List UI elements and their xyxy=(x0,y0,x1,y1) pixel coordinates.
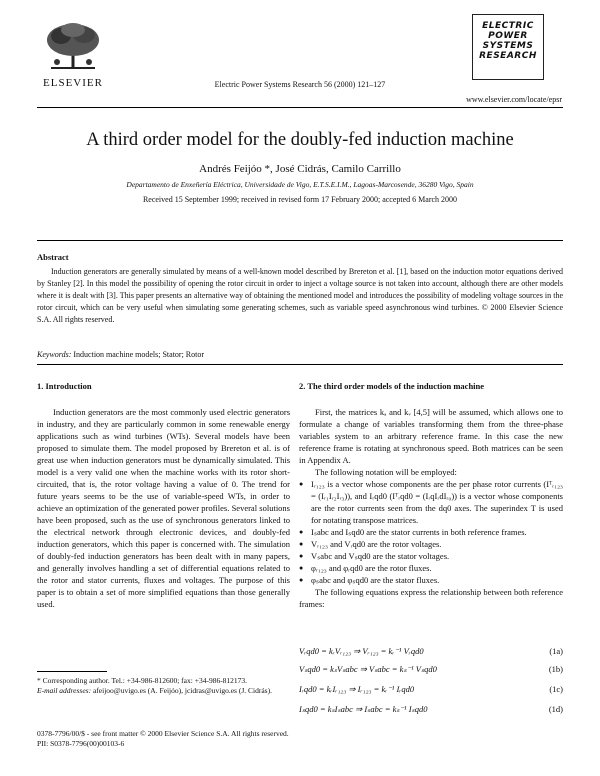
article-received-dates: Received 15 September 1999; received in revised form 17 February 2000; accepted 6 March 2000 xyxy=(142,195,458,204)
email-addresses[interactable]: afeijoo@uvigo.es (A. Feijóo), jcidras@uvigo.es (J. Cidrás). xyxy=(92,686,272,695)
elsevier-logo xyxy=(37,20,109,89)
relation-intro: The following equations express the relationship between both reference frames: xyxy=(299,587,563,609)
corresponding-author: * Corresponding author. Tel.: +34-986-812600; fax: +34-986-812173. xyxy=(37,676,248,685)
keywords-label: Keywords: xyxy=(37,350,72,359)
equation-1c xyxy=(299,684,563,696)
keywords xyxy=(37,350,204,359)
journal-website-link[interactable]: www.elsevier.com/locate/epsr xyxy=(466,95,562,104)
section-heading: 1. Introduction xyxy=(37,381,92,391)
elsevier-tree-icon xyxy=(37,20,109,70)
list-item: ● Vᵣ₁₂₃ and Vᵣqd0 are the rotor voltages. xyxy=(299,538,563,550)
email-label: E-mail addresses: xyxy=(37,686,92,695)
abstract-top-rule xyxy=(37,240,563,241)
equation-number: (1a) xyxy=(549,646,563,656)
list-item: ● Iₛabc and Iₛqd0 are the stator currents in both reference frames. xyxy=(299,526,563,538)
notation-intro: The following notation will be employed: xyxy=(315,467,457,477)
equation-1a xyxy=(299,646,563,658)
introduction-section xyxy=(37,380,290,610)
article-affiliation: Departamento de Enxeñería Eléctrica, Universidade de Vigo, E.T.S.E.I.M., Lagoas-Marcosende, 36280 Vigo, Spain xyxy=(126,180,474,189)
footnote xyxy=(37,676,290,696)
bottom-info xyxy=(37,729,289,749)
footnote-rule xyxy=(37,671,107,672)
list-item: ● Vₛabc and Vₛqd0 are the stator voltages. xyxy=(299,550,563,562)
journal-logo-line: ELECTRIC xyxy=(482,21,534,31)
equation-expression: Iᵣqd0 = kᵣIᵣ₁₂₃ ⇒ Iᵣ₁₂₃ = kᵣ⁻¹ Iᵣqd0 xyxy=(299,684,415,694)
abstract-text: Induction generators are generally simulated by means of a well-known model described by Brereton et al. [1], based on the induction motor equations derived by Stanley [2]. In this model the possibility of opening the rotor circuit in order to inject a voltage source is not taken into account, although there are other models where it is dealt with [3]. This paper presents an alternative way of obtaining the mentioned model and introduces the possibility of modeling voltage sources in the rotor circuit, which can be very useful when simulating some generating schemes, such as variable speed asynchronous wind turbines. © 2000 Elsevier Science S.A. All rights reserved. xyxy=(37,267,563,324)
list-item: ● φᵣ₁₂₃ and φᵣqd0 are the rotor fluxes. xyxy=(299,562,563,574)
list-item: ● Iᵣ₁₂₃ is a vector whose components are the per phase rotor currents (Iᵀᵣ₁₂₃ = (Iᵣ₁Iᵣ₂Iᵣ₃)), and Iᵣqd0 (Iᵀᵣqd0 = (IᵣqIᵣdIᵣ₀)) is a vector whose components are the rotor currents seen from the dq0 axes. The superindex T is used for notating transpose matrices. xyxy=(299,478,563,526)
equation-1b xyxy=(299,664,563,676)
introduction-paragraph: Induction generators are the most commonly used electric generators in industry, and they are particularly common in some renewable energy applications such as wind turbines (WTs). Several models have been proposed to simulate them. The model proposed by Brereton et al. is of great use when induction generators must be dynamically simulated. This model is a very valid one when the machine works with its rotor short-circuited, that is, the rotor voltage having a value of 0. The trend for future years seems to be the use of variable-speed WTs, in order to achieve an optimization of the generated power profiles. Several solutions have been proposed, such as the use of synchronous generators linked to the electrical network through electronic devices, and doubly-fed induction generators, which this paper is concerned with. The simulation of doubly-fed induction generators has been dealt with in many papers, and generally involves handling a set of differential equations related to the rotor and stator currents, fluxes and voltages. The purpose of this paper is to obtain a set of more simplified equations than those generally used. xyxy=(37,407,290,609)
article-authors: Andrés Feijóo *, José Cidrás, Camilo Carrillo xyxy=(199,163,401,175)
journal-citation: Electric Power Systems Research 56 (2000) 121–127 xyxy=(214,80,386,89)
header-rule xyxy=(37,107,563,108)
equation-number: (1c) xyxy=(549,684,563,694)
pii-line: PII: S0378-7796(00)00103-6 xyxy=(37,739,125,748)
abstract-bottom-rule xyxy=(37,364,563,365)
equation-number: (1d) xyxy=(548,704,563,714)
notation-list xyxy=(299,478,563,586)
equation-expression: Vₛqd0 = kₛVₛabc ⇒ Vₛabc = kₛ⁻¹ Vₛqd0 xyxy=(299,664,437,674)
article-title: A third order model for the doubly-fed induction machine xyxy=(86,130,514,150)
abstract-heading: Abstract xyxy=(37,252,69,262)
equation-number: (1b) xyxy=(548,664,563,674)
equation-1d xyxy=(299,704,563,716)
third-order-section xyxy=(299,380,563,610)
keywords-list: Induction machine models; Stator; Rotor xyxy=(73,350,205,359)
equation-expression: Iₛqd0 = kₛIₛabc ⇒ Iₛabc = kₛ⁻¹ Iₛqd0 xyxy=(299,704,428,714)
publisher-name: ELSEVIER xyxy=(43,77,103,89)
journal-logo-line: POWER xyxy=(488,31,528,41)
journal-logo xyxy=(472,14,544,84)
journal-logo-line: RESEARCH xyxy=(479,51,537,61)
equation-expression: Vᵣqd0 = kᵣVᵣ₁₂₃ ⇒ Vᵣ₁₂₃ = kᵣ⁻¹ Vᵣqd0 xyxy=(299,646,424,656)
list-item: ● φₛabc and φₛqd0 are the stator fluxes. xyxy=(299,574,563,586)
section-heading: 2. The third order models of the induction machine xyxy=(299,381,485,391)
section-paragraph: First, the matrices kₐ and kᵥ [4,5] will be assumed, which allows one to formulate a change of variables transforming them from the three-phase variables system to an arbitrary reference frame. In this case the new reference frame is rotating at synchronous speed. Both matrices can be seen in Appendix A. xyxy=(299,407,563,465)
journal-logo-line: SYSTEMS xyxy=(482,41,534,51)
issn-line: 0378-7796/00/$ - see front matter © 2000 Elsevier Science S.A. All rights reserved. xyxy=(37,729,289,738)
